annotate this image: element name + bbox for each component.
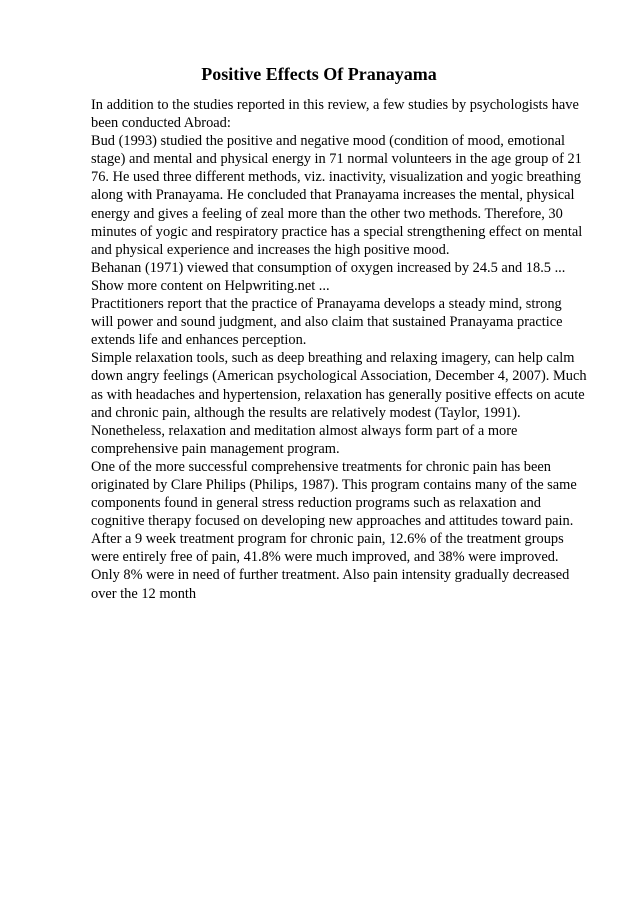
text-line: down angry feelings (American psychological Association, December 4, 2007). Much	[91, 368, 587, 385]
text-line: stage) and mental and physical energy in 71 normal volunteers in the age group of 21	[91, 151, 582, 168]
text-line: One of the more successful comprehensive treatments for chronic pain has been	[91, 458, 551, 475]
text-line: Nonetheless, relaxation and meditation almost always form part of a more	[91, 422, 518, 439]
text-line: Show more content on Helpwriting.net ...	[91, 277, 330, 294]
text-line: will power and sound judgment, and also claim that sustained Pranayama practice	[91, 314, 563, 331]
text-line: After a 9 week treatment program for chronic pain, 12.6% of the treatment groups	[91, 531, 564, 548]
text-line: components found in general stress reduction programs such as relaxation and	[91, 495, 541, 512]
text-line: cognitive therapy focused on developing new approaches and attitudes toward pain.	[91, 513, 574, 530]
text-line: were entirely free of pain, 41.8% were much improved, and 38% were improved.	[91, 549, 559, 566]
text-line: along with Pranayama. He concluded that Pranayama increases the mental, physical	[91, 187, 575, 204]
text-line: Simple relaxation tools, such as deep breathing and relaxing imagery, can help calm	[91, 350, 575, 367]
text-line: and chronic pain, although the results are relatively modest (Taylor, 1991).	[91, 404, 521, 421]
text-line: Behanan (1971) viewed that consumption of oxygen increased by 24.5 and 18.5 ...	[91, 259, 566, 276]
text-line: energy and gives a feeling of zeal more than the other two methods. Therefore, 30	[91, 205, 563, 222]
text-line: 76. He used three different methods, viz. inactivity, visualization and yogic breathing	[91, 169, 581, 186]
text-line: over the 12 month	[91, 585, 197, 602]
text-line: Practitioners report that the practice of Pranayama develops a steady mind, strong	[91, 296, 562, 313]
text-line: Bud (1993) studied the positive and negative mood (condition of mood, emotional	[91, 133, 566, 150]
text-line: as with headaches and hypertension, relaxation has generally positive effects on acute	[91, 386, 585, 403]
document-title: Positive Effects Of Pranayama	[201, 64, 437, 84]
text-line: In addition to the studies reported in this review, a few studies by psychologists have	[91, 97, 579, 113]
text-line: comprehensive pain management program.	[91, 440, 340, 457]
text-line: minutes of yogic and respiratory practice has a special strengthening effect on mental	[91, 223, 583, 240]
text-line: been conducted Abroad:	[91, 115, 231, 132]
text-line: originated by Clare Philips (Philips, 1987). This program contains many of the same	[91, 476, 577, 493]
text-line: extends life and enhances perception.	[91, 332, 307, 349]
text-line: and physical experience and increases the high positive mood.	[91, 241, 450, 258]
document-body	[91, 96, 591, 603]
text-line: Only 8% were in need of further treatment. Also pain intensity gradually decreased	[91, 567, 570, 584]
